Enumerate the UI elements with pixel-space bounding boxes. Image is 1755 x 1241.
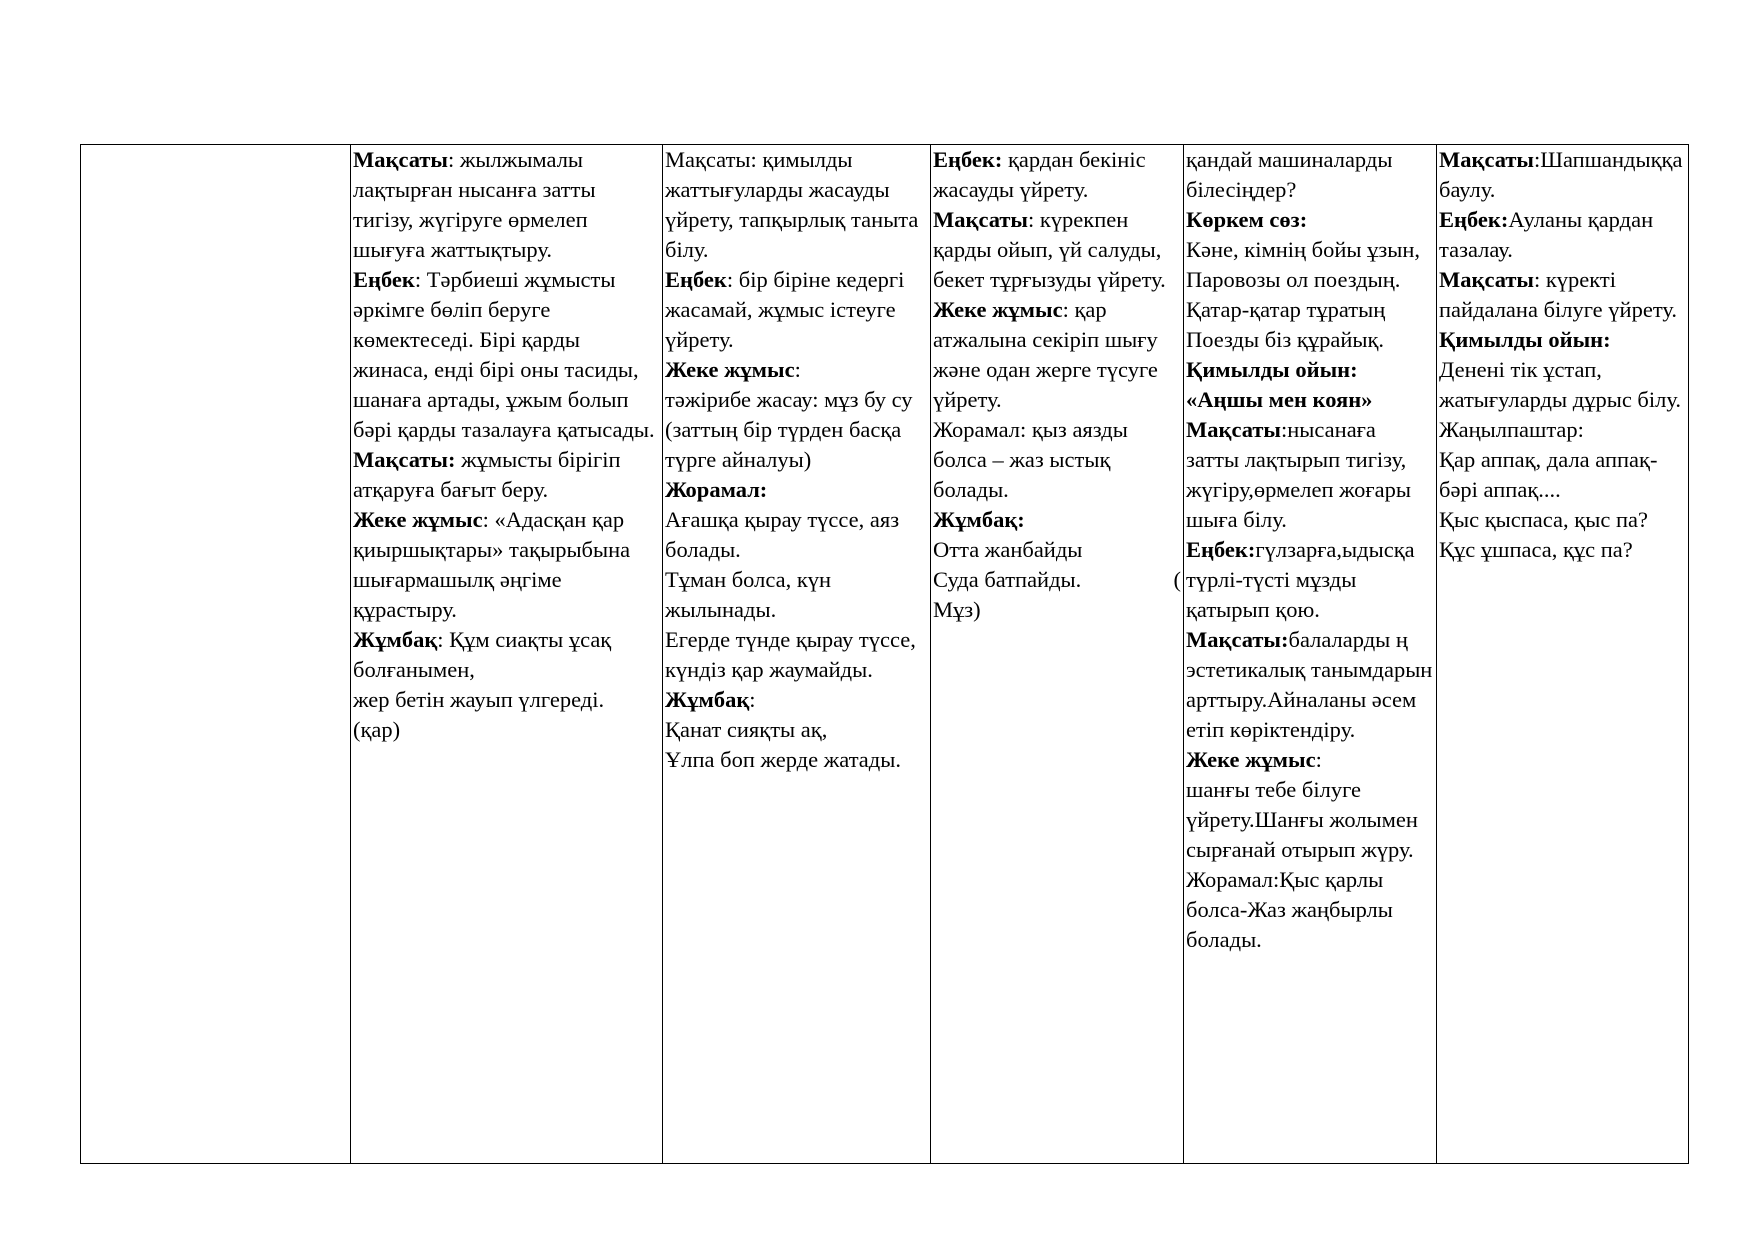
paragraph-body [353, 507, 630, 622]
paragraph-body [665, 567, 831, 622]
paragraph [665, 625, 928, 685]
paragraph [665, 355, 928, 385]
paragraph-body [665, 747, 901, 772]
paragraph-body [933, 417, 1128, 502]
bold-label: Жеке жұмыс [665, 357, 795, 382]
text-run: ( [1173, 567, 1181, 592]
paragraph-body [353, 717, 400, 742]
paragraph [665, 715, 928, 745]
paragraph [1186, 355, 1434, 385]
bold-label: Мақсаты: [1186, 627, 1289, 652]
paragraph [1186, 295, 1434, 355]
plan-table [80, 144, 1689, 1164]
cell-col5 [1184, 145, 1437, 1164]
text-run: шанғы тебе білуге үйрету.Шанғы жолымен сырғанай отырып жүру. [1186, 777, 1418, 862]
paragraph [933, 145, 1181, 205]
text-run: Паровозы ол поездың. [1186, 267, 1401, 292]
paragraph [1186, 535, 1434, 625]
bold-label: Қимылды ойын: [1186, 357, 1358, 382]
paragraph-body [933, 537, 1082, 562]
paragraph [353, 265, 660, 445]
paragraph-body [1186, 777, 1418, 862]
paragraph [933, 505, 1181, 535]
paragraph [1186, 205, 1434, 235]
text-run: : [749, 687, 756, 712]
bold-label: Жеке жұмыс [353, 507, 483, 532]
paragraph-body [1186, 627, 1432, 742]
bold-label: Еңбек [665, 267, 727, 292]
paragraph-body [1186, 417, 1406, 472]
text-run: балаларды ң эстетикалық танымдарын арттыру.Айналаны әсем етіп көріктендіру. [1186, 627, 1433, 742]
paragraph-body [353, 147, 596, 262]
text-run: Отта жанбайды [933, 537, 1083, 562]
paragraph [665, 265, 928, 355]
paragraph-body [1186, 237, 1420, 262]
bold-label: Еңбек: [1439, 207, 1509, 232]
paragraph [1186, 385, 1434, 415]
bold-label: Жұмбақ [353, 627, 438, 652]
paragraph [1439, 205, 1686, 265]
paragraph-body [1186, 747, 1322, 772]
paragraph [1186, 865, 1434, 955]
paragraph [665, 685, 928, 715]
paragraph [1186, 415, 1434, 475]
cell-empty [81, 145, 351, 1164]
text-run: Жорамал:Қыс қарлы болса-Жаз жаңбырлы болады. [1186, 867, 1393, 952]
bold-label: Мақсаты: [353, 447, 456, 472]
paragraph-body [1439, 327, 1611, 352]
text-run: жүгіру,өрмелеп жоғары шыға білу. [1186, 477, 1411, 532]
bold-label: Жеке жұмыс [1186, 747, 1316, 772]
text-run: : Құм сиақты ұсақ болғанымен, [353, 627, 612, 682]
text-run: Суда батпайды. [933, 567, 1082, 592]
text-run: тәжірибе жасау: мұз бу су (заттың бір түрден басқа түрге айналуы) [665, 387, 913, 472]
bold-label: Мақсаты [1439, 147, 1534, 172]
text-run: қандай машиналарды білесіңдер? [1186, 147, 1393, 202]
text-run: қардан бекініс жасауды үйрету. [933, 147, 1146, 202]
paragraph-body [1186, 387, 1372, 412]
text-run: Қыс қыспаса, қыс па? Құс ұшпаса, құс па? [1439, 507, 1648, 562]
text-run: : «Адасқан қар қиыршықтары» тақырыбына шығармашылқ әңгіме құрастыру. [353, 507, 631, 622]
text-run: Жаңылпаштар: [1439, 417, 1584, 442]
text-run: : [794, 357, 801, 382]
paragraph-body [353, 267, 655, 442]
paragraph [665, 475, 928, 505]
paragraph [353, 625, 660, 685]
cell-col2 [351, 145, 663, 1164]
paragraph [933, 295, 1181, 415]
text-run: : күректі пайдалана білуге үйрету. [1439, 267, 1677, 322]
text-run: Қатар-қатар тұратың Поезды біз құрайық. [1186, 297, 1386, 352]
paragraph [665, 565, 928, 625]
paragraph [1186, 625, 1434, 745]
paragraph-body [1186, 357, 1358, 382]
paragraph-body [665, 717, 827, 742]
cell-col6 [1437, 145, 1689, 1164]
paragraph [665, 745, 928, 775]
text-run: Мұз) [933, 597, 981, 622]
text-run: жұмысты бірігіп атқаруға бағыт беру. [353, 447, 621, 502]
bold-label: Жорамал: [665, 477, 768, 502]
paragraph [1439, 355, 1686, 415]
paragraph [665, 145, 928, 265]
paragraph [1186, 145, 1434, 205]
bold-label: «Аңшы мен коян» [1186, 387, 1373, 412]
paragraph [1439, 145, 1686, 205]
text-run: Тұман болса, күн жылынады. [665, 567, 832, 622]
text-run: Денені тік ұстап, жатығуларды дұрыс білу. [1439, 357, 1681, 412]
paragraph [1439, 445, 1686, 505]
paragraph-body [353, 687, 604, 712]
paragraph-body [665, 627, 916, 682]
text-run: : жылжымалы лақтырған нысанға затты тигізу, жүгіруге өрмелеп шығуға жаттықтыру. [353, 147, 596, 262]
text-run: Кәне, кімнің бойы ұзын, [1186, 237, 1421, 262]
paragraph [933, 595, 1181, 625]
paragraph-body [1186, 477, 1411, 532]
paragraph [1186, 265, 1434, 295]
paragraph-body [1439, 207, 1653, 262]
paragraph-body [933, 597, 981, 622]
paragraph-body [1439, 357, 1681, 412]
paragraph [353, 715, 660, 745]
text-run: Мақсаты: қимылды жаттығуларды жасауды үйрету, тапқырлық таныта білу. [665, 147, 919, 262]
bold-label: Мақсаты [1186, 417, 1281, 442]
paragraph [1186, 775, 1434, 865]
bold-label: Жұмбақ [665, 687, 750, 712]
text-run: жер бетін жауып үлгереді. [353, 687, 605, 712]
text-run: Ауланы қардан тазалау. [1439, 207, 1654, 262]
bold-label: Еңбек [353, 267, 415, 292]
paragraph-body [665, 267, 904, 352]
table-row [81, 145, 1689, 1164]
text-run: Қар аппақ, дала аппақ-бәрі аппақ.... [1439, 447, 1658, 502]
paragraph-body [1439, 447, 1657, 502]
paragraph-body [1186, 207, 1307, 232]
paragraph-body [1186, 267, 1400, 292]
text-run: Жорамал: қыз аязды болса – жаз ыстық болады. [933, 417, 1128, 502]
bold-label: Көркем сөз: [1186, 207, 1308, 232]
paragraph [353, 145, 660, 265]
bold-label: Жұмбақ: [933, 507, 1025, 532]
text-run: (қар) [353, 717, 401, 742]
paragraph-body [665, 357, 801, 382]
paragraph-body [353, 627, 611, 682]
bold-label: Мақсаты [1439, 267, 1534, 292]
paragraph [1186, 235, 1434, 265]
paragraph-body [353, 447, 621, 502]
bold-label: Еңбек: [1186, 537, 1256, 562]
paragraph [933, 535, 1181, 565]
paragraph-body [1186, 537, 1415, 622]
bold-label: Еңбек: [933, 147, 1003, 172]
paragraph [353, 505, 660, 625]
text-run: : [1315, 747, 1322, 772]
paragraph-body [665, 477, 767, 502]
text-run: : бір біріне кедергі жасамай, жұмыс істеуге үйрету. [665, 267, 905, 352]
paragraph-body [933, 147, 1146, 202]
paragraph [1439, 505, 1686, 565]
text-run: Ұлпа боп жерде жатады. [665, 747, 901, 772]
bold-label: Мақсаты [933, 207, 1028, 232]
text-run: гүлзарға,ыдысқа түрлі-түсті мұзды қатырып қою. [1186, 537, 1415, 622]
bold-label: Жеке жұмыс [933, 297, 1063, 322]
text-run: Егерде түнде қырау түссе, күндіз қар жаумайды. [665, 627, 916, 682]
paragraph [1186, 475, 1434, 535]
text-run: Ағашқа қырау түссе, аяз болады. [665, 507, 900, 562]
paragraph-body [933, 297, 1158, 412]
paragraph [1186, 745, 1434, 775]
paragraph-body [1186, 867, 1393, 952]
paragraph-body [1439, 267, 1677, 322]
paragraph [353, 685, 660, 715]
text-run: : Тәрбиеші жұмысты әркімге бөліп беруге көмектеседі. Бірі қарды жинаса, енді бірі оны тасиды, шанаға артады, ұжым болып бәрі қарды тазалауға қатысады. [353, 267, 655, 442]
cell-col3 [663, 145, 931, 1164]
paragraph-body [933, 507, 1025, 532]
paragraph [1439, 415, 1686, 445]
paragraph [353, 445, 660, 505]
paragraph [933, 205, 1181, 295]
paragraph-body [1439, 147, 1682, 202]
paragraph [665, 505, 928, 565]
paragraph [1439, 265, 1686, 325]
paragraph-body [665, 387, 913, 472]
paragraph [665, 385, 928, 475]
paragraph-body [665, 147, 918, 262]
paragraph-body [933, 565, 1081, 595]
paragraph-body [1186, 147, 1392, 202]
text-run: :Шапшандыққа баулу. [1439, 147, 1683, 202]
paragraph-body [1439, 507, 1648, 562]
paragraph-body [665, 507, 899, 562]
paragraph-body [933, 207, 1166, 292]
text-run: : күрекпен қарды ойып, үй салуды, бекет тұрғызуды үйрету. [933, 207, 1166, 292]
paragraph-body [1439, 417, 1584, 442]
bold-label: Қимылды ойын: [1439, 327, 1611, 352]
text-run: Қанат сияқты ақ, [665, 717, 828, 742]
paragraph [933, 415, 1181, 505]
paragraph [933, 565, 1181, 595]
text-run: : қар атжалына секіріп шығу және одан жерге түсуге үйрету. [933, 297, 1158, 412]
paragraph [1439, 325, 1686, 355]
paragraph-body [665, 687, 756, 712]
bold-label: Мақсаты [353, 147, 448, 172]
paragraph-body [1186, 297, 1385, 352]
cell-col4 [931, 145, 1184, 1164]
text-run: :нысанаға затты лақтырып тигізу, [1186, 417, 1407, 472]
